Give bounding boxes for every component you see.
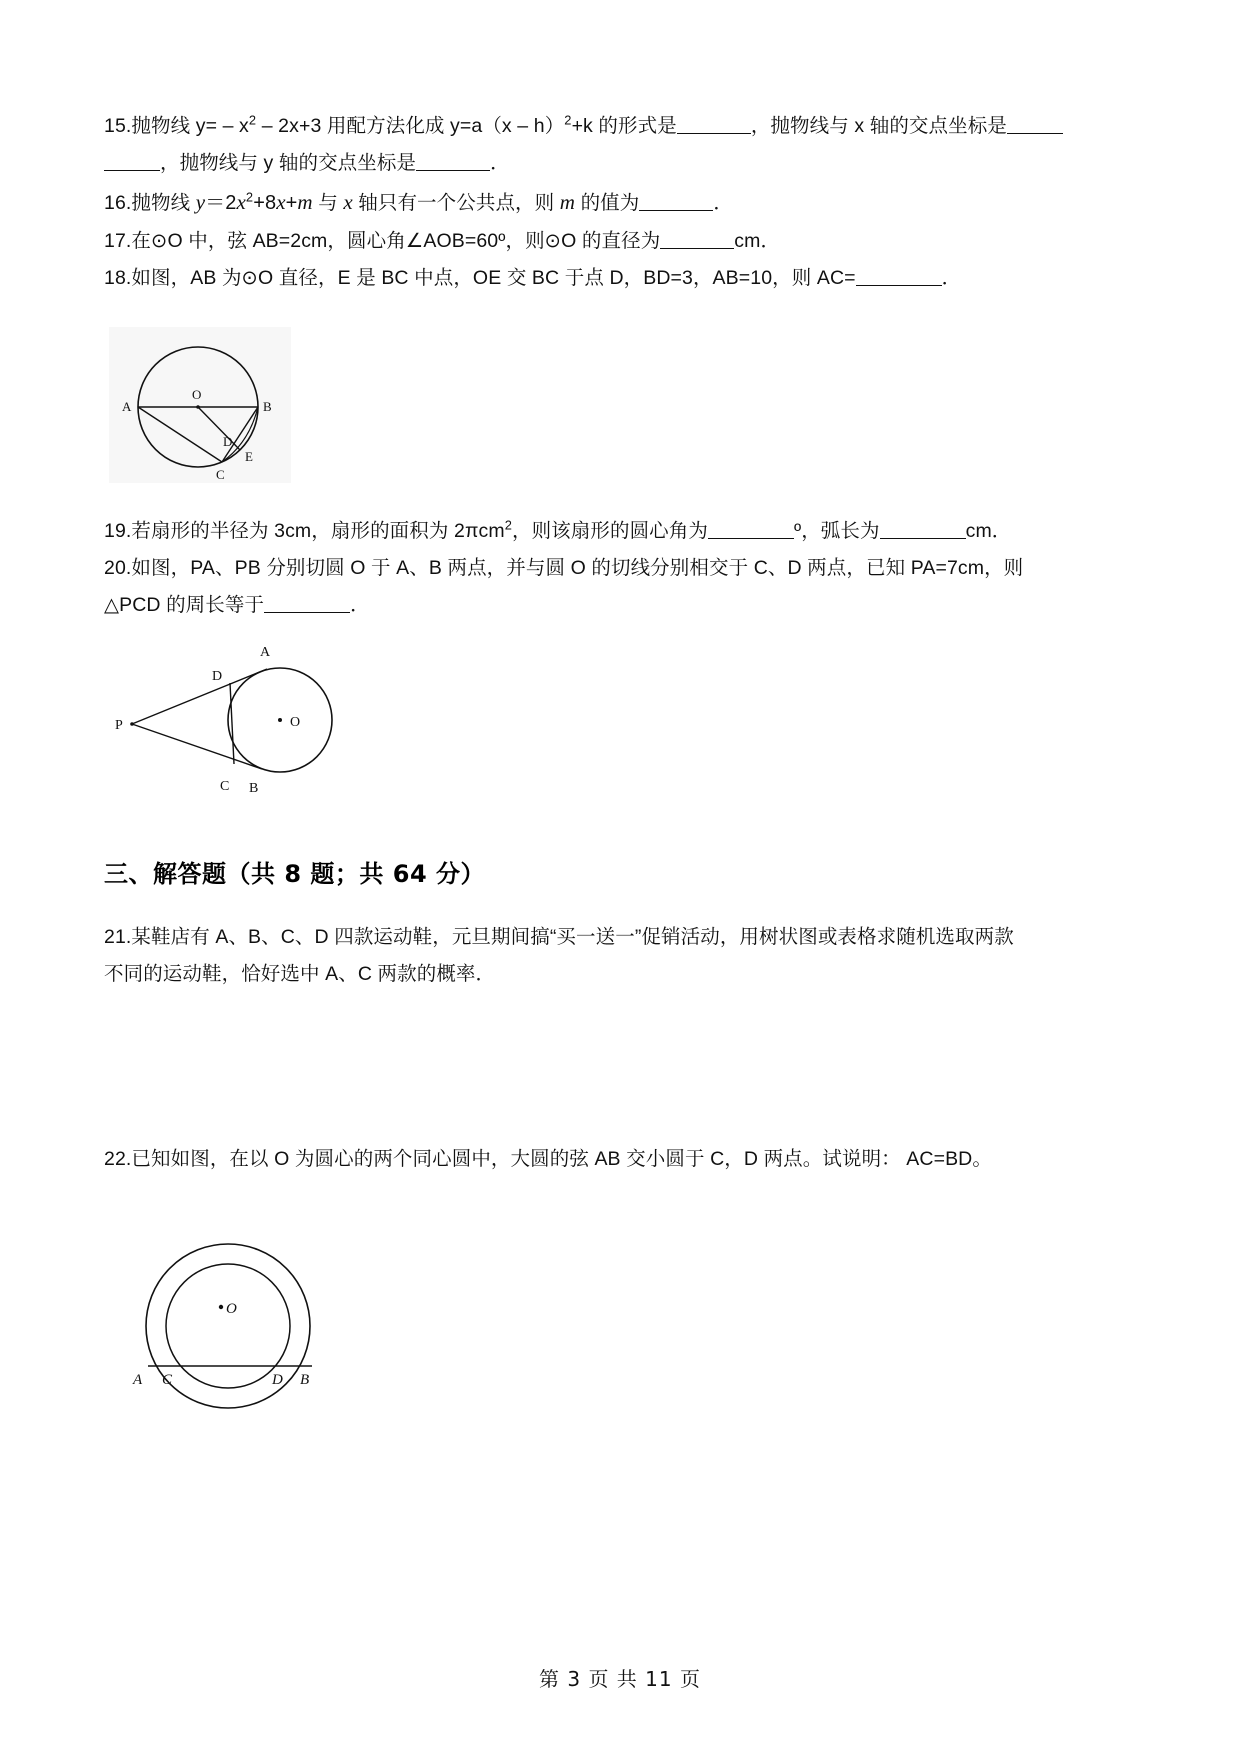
section-meta: （共 8 题；共 64 分） xyxy=(226,860,486,888)
question-16-text-a: 抛物线 xyxy=(131,192,196,214)
question-16-var-x: x xyxy=(343,190,353,214)
footer-prefix: 第 xyxy=(539,1667,560,1691)
question-16-math-x1: x xyxy=(236,190,246,214)
center-point-o xyxy=(219,1305,223,1309)
question-15-sup-2: 2 xyxy=(564,112,572,128)
question-16-math-x2: x xyxy=(276,190,286,214)
question-21-text-b: 不同的运动鞋，恰好选中 A、C 两款的概率． xyxy=(104,963,496,985)
answer-blank[interactable] xyxy=(856,285,942,286)
question-16-var-m: m xyxy=(559,190,576,214)
footer-suffix: 页 xyxy=(679,1667,701,1691)
label-a: A xyxy=(122,399,132,414)
label-o: O xyxy=(290,715,301,730)
inner-circle xyxy=(166,1264,290,1388)
label-a: A xyxy=(260,645,271,660)
question-16-math-m: m xyxy=(297,190,313,214)
question-18-number: 18. xyxy=(104,267,132,289)
answer-blank[interactable] xyxy=(104,170,160,171)
question-16-number: 16. xyxy=(104,192,132,214)
section-heading xyxy=(104,854,1136,889)
answer-blank[interactable] xyxy=(677,133,751,134)
question-15-number: 15. xyxy=(104,115,132,137)
question-17 xyxy=(104,223,1136,260)
answer-blank[interactable] xyxy=(639,210,713,211)
question-15-text-b: – 2x+3 用配方法化成 y=a（x – h） xyxy=(256,115,565,137)
question-16-text-d: 的值为 xyxy=(575,192,640,214)
question-15-sup-1: 2 xyxy=(248,112,257,128)
tangent-pa xyxy=(132,669,267,724)
answer-blank[interactable] xyxy=(880,538,966,539)
footer-current-page: 3 xyxy=(567,1667,582,1691)
label-d: D xyxy=(223,434,233,449)
question-19-text-b: ，则该扇形的圆心角为 xyxy=(511,520,708,542)
question-19-sup: 2 xyxy=(504,517,512,533)
question-21-line2 xyxy=(104,956,1136,993)
question-19-text-c: º，弧长为 xyxy=(793,520,880,542)
figure-question-18 xyxy=(109,327,291,483)
question-20-text-b: △PCD 的周长等于 xyxy=(104,594,265,616)
question-16 xyxy=(104,182,1136,223)
label-p: P xyxy=(115,718,123,733)
label-d: D xyxy=(212,669,223,684)
section-title: 解答题 xyxy=(153,860,227,888)
question-21-number: 21. xyxy=(104,926,132,948)
section-index: 三、 xyxy=(104,860,153,888)
question-15-text-e: ，抛物线与 y 轴的交点坐标是 xyxy=(160,152,417,174)
question-16-math-sup: 2 xyxy=(245,189,254,205)
figure-question-20 xyxy=(112,638,372,798)
label-c: C xyxy=(216,467,225,482)
question-16-math-plus: + xyxy=(285,192,298,214)
answer-blank[interactable] xyxy=(1007,133,1063,134)
question-16-math-y: y xyxy=(195,190,206,214)
question-22 xyxy=(104,1141,1136,1178)
answer-blank[interactable] xyxy=(264,612,350,613)
question-17-number: 17. xyxy=(104,230,132,252)
question-16-math-plus8: +8 xyxy=(253,192,277,214)
question-15-line2 xyxy=(104,145,1136,182)
label-b: B xyxy=(300,1372,310,1388)
segment-oe xyxy=(198,407,240,450)
question-20-text-c: ． xyxy=(350,594,370,616)
label-o: O xyxy=(192,387,202,402)
answer-blank[interactable] xyxy=(416,170,490,171)
question-21-text-a: 某鞋店有 A、B、C、D 四款运动鞋，元旦期间搞“买一送一”促销活动，用树状图或表格求随机选取两款 xyxy=(131,926,1014,948)
question-17-text-b: cm． xyxy=(734,230,781,252)
question-19-text-a: 若扇形的半径为 3cm，扇形的面积为 2πcm xyxy=(131,520,505,542)
answer-blank[interactable] xyxy=(708,538,794,539)
footer-total-pages: 11 xyxy=(645,1667,673,1691)
question-21 xyxy=(104,919,1136,956)
center-point-o xyxy=(196,405,200,409)
center-point-o xyxy=(278,718,282,722)
label-d: D xyxy=(272,1372,283,1388)
answer-blank[interactable] xyxy=(660,248,734,249)
question-17-text-a: 在⊙O 中，弦 AB=2cm，圆心角∠AOB=60º，则⊙O 的直径为 xyxy=(131,230,661,252)
segment-ac xyxy=(138,407,222,462)
footer-mid: 页 共 xyxy=(588,1667,638,1691)
question-19-text-d: cm． xyxy=(965,520,1012,542)
label-a: A xyxy=(133,1372,143,1388)
label-c: C xyxy=(220,779,230,794)
question-16-text-e: ． xyxy=(713,192,733,214)
question-22-text-a: 已知如图，在以 O 为圆心的两个同心圆中，大圆的弦 AB 交小圆于 C，D 两点。试说明： AC=BD。 xyxy=(131,1148,992,1170)
question-20-number: 20. xyxy=(104,557,132,579)
question-22-number: 22. xyxy=(104,1148,132,1170)
question-20-line2 xyxy=(104,587,1136,624)
label-c: C xyxy=(162,1372,173,1388)
question-15-text-a: 抛物线 y= – x xyxy=(131,115,249,137)
question-16-math-eq: ＝2 xyxy=(205,192,237,214)
figure-question-22 xyxy=(122,1234,352,1424)
question-18 xyxy=(104,260,1136,297)
question-18-text-b: ． xyxy=(941,267,962,289)
question-15-text-c: +k 的形式是 xyxy=(571,115,677,137)
question-15-text-d: ，抛物线与 x 轴的交点坐标是 xyxy=(750,115,1007,137)
question-19-number: 19. xyxy=(104,520,132,542)
question-16-text-c: 轴只有一个公共点，则 xyxy=(352,192,560,214)
question-15 xyxy=(104,108,1136,145)
question-20-text-a: 如图，PA、PB 分别切圆 O 于 A、B 两点，并与圆 O 的切线分别相交于 C、D 两点，已知 PA=7cm，则 xyxy=(131,557,1024,579)
tangent-cd xyxy=(230,683,234,764)
question-20 xyxy=(104,550,1136,587)
question-15-text-f: ． xyxy=(490,152,510,174)
label-b: B xyxy=(249,781,259,796)
figure-22-svg xyxy=(122,1234,352,1424)
question-19 xyxy=(104,513,1136,550)
figure-18-svg xyxy=(109,327,291,483)
page-footer xyxy=(0,1663,1240,1692)
tangent-pb xyxy=(132,724,262,769)
question-18-text-a: 如图，AB 为⊙O 直径，E 是 BC 中点，OE 交 BC 于点 D，BD=3，AB=10，则 AC= xyxy=(131,267,856,289)
figure-20-svg xyxy=(112,638,372,798)
question-16-text-b: 与 xyxy=(312,192,344,214)
label-o: O xyxy=(226,1301,237,1317)
label-e: E xyxy=(245,449,253,464)
label-b: B xyxy=(263,399,272,414)
